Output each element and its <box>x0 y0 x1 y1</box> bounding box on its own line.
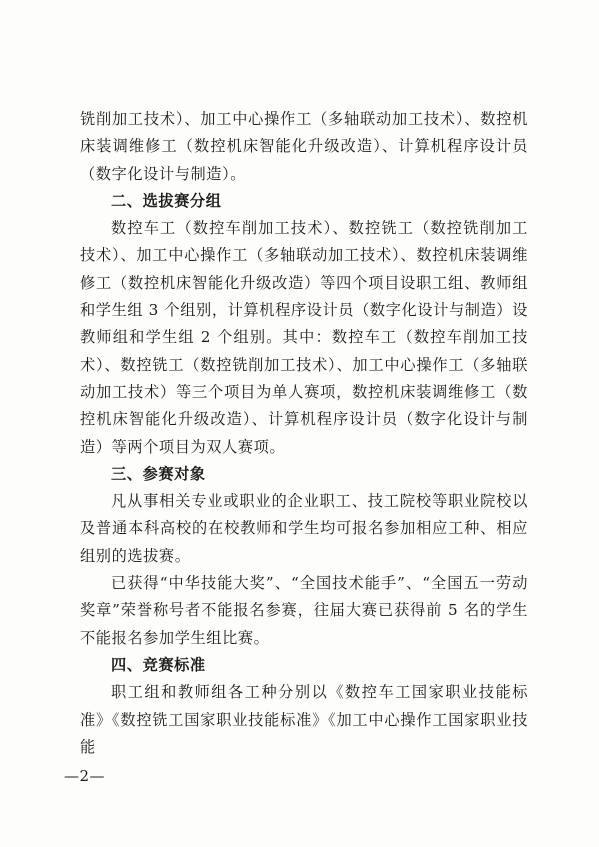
paragraph-standards: 职工组和教师组各工种分别以《数控车工国家职业技能标准》《数控铣工国家职业技能标准》《加工中心操作工国家职业技能 <box>80 683 528 756</box>
paragraph-participants-eligibility: 凡从事相关专业或职业的企业职工、技工院校等职业院校以及普通本科高校的在校教师和学生均可报名参加相应工种、相应组别的选拔赛。 <box>80 492 528 565</box>
paragraph-participants-exclusion: 已获得“中华技能大奖”、“全国技术能手”、“全国五一劳动奖章”荣誉称号者不能报名参赛，往届大赛已获得前 5 名的学生不能报名参加学生组比赛。 <box>80 574 528 647</box>
section-heading-participants: 三、参赛对象 <box>111 464 206 483</box>
document-body <box>80 106 528 761</box>
section-heading-standards: 四、竞赛标准 <box>111 655 206 674</box>
paragraph-continuation: 铣削加工技术）、加工中心操作工（多轴联动加工技术）、数控机床装调维修工（数控机床智能化升级改造）、计算机程序设计员（数字化设计与制造）。 <box>80 110 528 183</box>
paragraph-groups: 数控车工（数控车削加工技术）、数控铣工（数控铣削加工技术）、加工中心操作工（多轴联动加工技术）、数控机床装调维修工（数控机床智能化升级改造）等四个项目设职工组、教师组和学生组 3 个组别，计算机程序设计员（数字化设计与制造）设教师组和学生组 2 个组别。其中：数控车工（数控车削加工技术）、数控铣工（数控铣削加工技术）、加工中心操作工（多轴联动加工技术）等三个项目为单人赛项，数控机床装调维修工（数控机床智能化升级改造）、计算机程序设计员（数字化设计与制造）等两个项目为双人赛项。 <box>80 219 528 456</box>
section-heading-groups: 二、选拔赛分组 <box>111 191 222 210</box>
page-number: —2— <box>64 767 106 785</box>
